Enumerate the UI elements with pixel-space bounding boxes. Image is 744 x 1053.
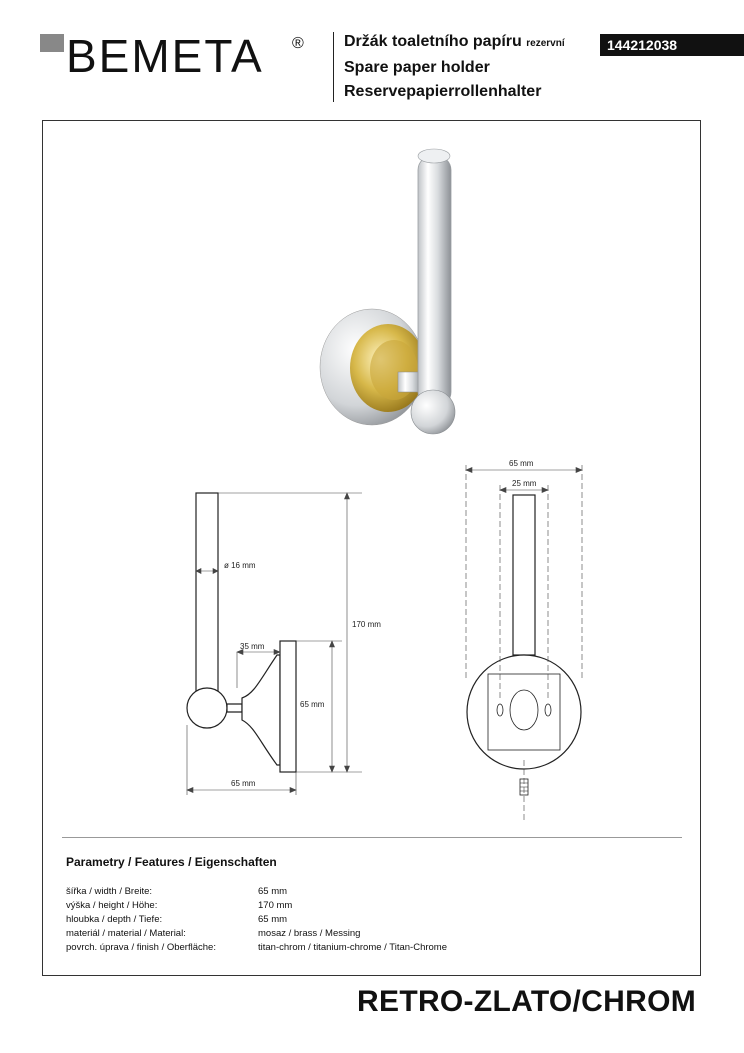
title-cs-text: Držák toaletního papíru bbox=[344, 33, 522, 50]
dim-base-height: 65 mm bbox=[300, 700, 325, 709]
feature-value-finish: titan-chrom / titanium-chrome / Titan-Chrome bbox=[258, 942, 448, 953]
product-code: 144212038 bbox=[600, 34, 744, 56]
feature-label-material: materiál / material / Material: bbox=[66, 928, 186, 939]
feature-value-width: 65 mm bbox=[258, 886, 288, 897]
side-view-drawing bbox=[187, 493, 296, 772]
product-titles bbox=[344, 30, 565, 104]
feature-value-height: 170 mm bbox=[258, 900, 293, 911]
dim-height: 170 mm bbox=[352, 620, 381, 629]
feature-value-material: mosaz / brass / Messing bbox=[258, 928, 361, 939]
feature-label-width: šířka / width / Breite: bbox=[66, 886, 153, 897]
brand-registered: ® bbox=[292, 35, 304, 52]
feature-value-depth: 65 mm bbox=[258, 914, 288, 925]
feature-label-height: výška / height / Höhe: bbox=[66, 900, 158, 911]
title-cs-suffix: rezervní bbox=[526, 38, 565, 49]
brand-name: BEMETA bbox=[66, 30, 264, 82]
dim-projection: 35 mm bbox=[240, 642, 265, 651]
title-en: Spare paper holder bbox=[344, 59, 490, 76]
dim-width-inner: 25 mm bbox=[512, 479, 537, 488]
dim-width-top: 65 mm bbox=[509, 459, 534, 468]
front-view-drawing bbox=[467, 495, 581, 795]
brand-logo bbox=[40, 26, 310, 86]
dim-diameter: ø 16 mm bbox=[224, 561, 256, 570]
title-cs bbox=[344, 30, 565, 56]
product-drawing bbox=[42, 120, 701, 840]
dim-depth: 65 mm bbox=[231, 779, 256, 788]
title-de: Reservepapierrollenhalter bbox=[344, 83, 542, 100]
product-series: RETRO-ZLATO/CHROM bbox=[357, 985, 696, 1018]
features-title: Parametry / Features / Eigenschaften bbox=[66, 855, 277, 869]
header-divider bbox=[333, 32, 334, 102]
drawing-svg bbox=[42, 120, 701, 840]
brand-logo-mark bbox=[40, 26, 310, 86]
feature-label-finish: povrch. úprava / finish / Oberfläche: bbox=[66, 942, 216, 953]
product-photo bbox=[320, 149, 455, 434]
feature-label-depth: hloubka / depth / Tiefe: bbox=[66, 914, 163, 925]
features-divider bbox=[62, 837, 682, 838]
logo-square-icon bbox=[40, 34, 64, 52]
